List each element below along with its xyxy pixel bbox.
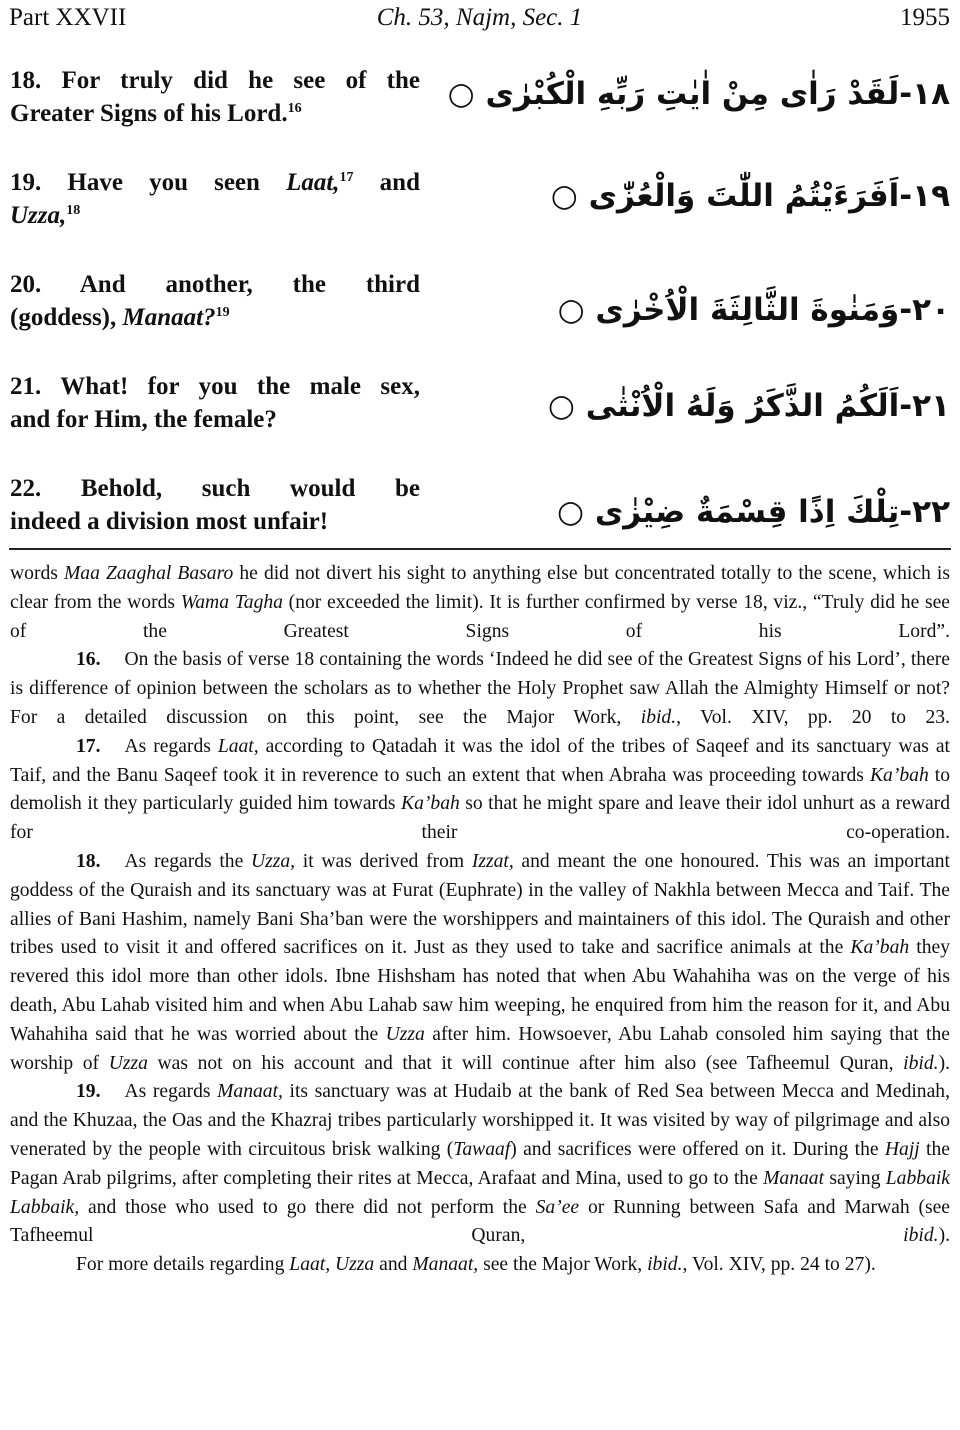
verse-21-english: 21. What! for you the male sex, and for Him, the female? xyxy=(10,373,420,433)
note-continuation: words Maa Zaaghal Basaro he did not divert his sight to anything else but concentrated totally to the scene, which is clear from the words Wama Tagha (nor exceeded the limit). It is further confirmed by verse 18, viz., “Truly did he see of the Greatest Signs of his Lord”. xyxy=(10,563,950,642)
footnote-ref-17[interactable]: 17 xyxy=(339,170,354,185)
note-16: 16. On the basis of verse 18 containing the words ‘Indeed he did see of the Greatest Signs of his Lord’, there is difference of opinion between the scholars as to whether the Holy Prophet saw Allah the Almighty Himself or not? For a detailed discussion on this point, see the Major Work, ibid., Vol. XIV, pp. 20 to 23. xyxy=(10,649,951,728)
verse-19-english: 19. Have you seen Laat,$^{17}$ and Uzza,$^{18}$ xyxy=(10,169,420,229)
commentary xyxy=(10,560,950,1280)
note-more-details: For more details regarding Laat, Uzza and Manaat, see the Major Work, ibid., Vol. XIV, pp. 24 to 27). xyxy=(76,1254,876,1276)
verse-20-arabic: ٢٠-وَمَنٰوةَ الثَّالِثَةَ الْاُخْرٰى ○ xyxy=(557,292,950,328)
note-18: 18. As regards the Uzza, it was derived from Izzat, and meant the one honoured. This was an important goddess of the Quraish and its sanctuary was at Furat (Euphrate) in the valley of Nakhla between Mecca and Taif. The allies of Bani Hashim, namely Bani Sha’ban were the worshippers and maintainers of this idol. The Quraish and other tribes used to visit it and offered sacrifices on it. Just as they used to take and sacrifice animals at the Ka’bah they revered this idol more than other idols. Ibne Hishsham has noted that when Abu Wahahiha was on the verge of his death, Abu Lahab visited him and when Abu Lahab saw him weeping, he enquired from him the reason for it, and Abu Wahahiha said that he was worried about the Uzza after him. Howsoever, Abu Lahab consoled him saying that the worship of Uzza was not on his account and that it will continue after him also (see Tafheemul Quran, ibid.). xyxy=(10,850,950,1074)
footnote-ref-16[interactable]: 16 xyxy=(287,101,302,116)
verse-18-arabic: ١٨-لَقَدْ رَاٰى مِنْ اٰيٰتِ رَبِّهِ الْكُبْرٰى ○ xyxy=(447,76,950,112)
page-number: 1955 xyxy=(900,4,950,31)
part-label: Part XXVII xyxy=(9,4,127,31)
footnote-ref-18[interactable]: 18 xyxy=(66,203,81,218)
verse-22-arabic: ٢٢-تِلْكَ اِذًا قِسْمَةٌ ضِيْزٰى ○ xyxy=(557,494,950,530)
running-header xyxy=(9,4,950,38)
footnote-divider xyxy=(9,548,951,550)
chapter-label: Ch. 53, Najm, Sec. 1 xyxy=(376,4,583,31)
note-17: 17. As regards Laat, according to Qatadah it was the idol of the tribes of Saqeef and its sanctuary was at Taif, and the Banu Saqeef took it in reverence to such an extent that when Abraha was proceeding towards Ka’bah to demolish it they particularly guided him towards Ka’bah so that he might spare and leave their idol unhurt as a reward for their co-operation. xyxy=(10,735,950,844)
verse-22-english: 22. Behold, such would be indeed a division most unfair! xyxy=(10,475,420,535)
footnote-ref-19[interactable]: 19 xyxy=(215,305,230,320)
verse-18-english: 18. For truly did he see of the Greater Signs of his Lord.$^{16}$ xyxy=(10,67,420,127)
verse-21-arabic: ٢١-اَلَكُمُ الذَّكَرُ وَلَهُ الْاُنْثٰى ○ xyxy=(547,388,950,424)
verse-20-english: 20. And another, the third (goddess), Manaat?$^{19}$ xyxy=(10,271,420,331)
verse-19-arabic: ١٩-اَفَرَءَيْتُمُ اللّٰتَ وَالْعُزّٰى ○ xyxy=(550,178,950,214)
note-19: 19. As regards Manaat, its sanctuary was at Hudaib at the bank of Red Sea between Mecca and Medinah, and the Khuzaa, the Oas and the Khazraj tribes particularly worshipped it. It was visited by way of pilgrimage and also venerated by the people with circuitous brisk walking (Tawaaf) and sacrifices were offered on it. During the Hajj the Pagan Arab pilgrims, after completing their rites at Mecca, Arafaat and Mina, used to go to the Manaat saying Labbaik Labbaik, and those who used to go there did not perform the Sa’ee or Running between Safa and Marwah (see Tafheemul Quran, ibid.). xyxy=(10,1081,951,1247)
